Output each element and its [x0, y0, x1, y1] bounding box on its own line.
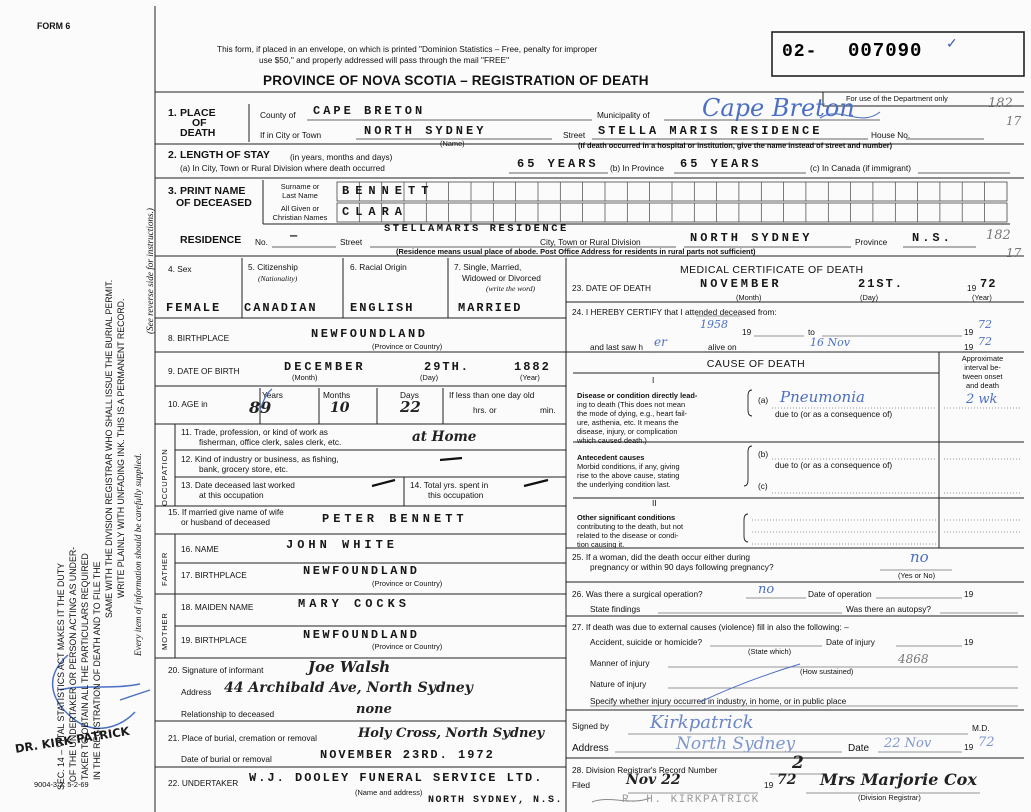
form-code: 9004-3.2: 5-2-69	[34, 780, 89, 789]
sex-label: 4. Sex	[168, 264, 192, 274]
surname-value: BENNETT	[342, 184, 435, 198]
how-sustained-sublabel: (How sustained)	[800, 667, 854, 676]
place-label-1: PLACE	[180, 107, 216, 119]
undertaker-sublabel: (Name and address)	[355, 788, 423, 797]
dob-month-sublabel: (Month)	[292, 373, 318, 382]
occupation-14-label-1: 14. Total yrs. spent in	[410, 480, 489, 490]
alive-on-value: 16 Nov	[810, 336, 850, 349]
marital-label-2: Widowed or Divorced	[462, 273, 541, 283]
header-note-2: use $50," and properly addressed will pass through the mail "FREE"	[259, 55, 510, 65]
q26-label: 26. Was there a surgical operation?	[572, 589, 703, 599]
residence-no-label: No.	[255, 237, 268, 247]
form-title: PROVINCE OF NOVA SCOTIA – REGISTRATION OF DEATH	[263, 73, 649, 88]
immediate-cause-label-5: disease, injury, or complication	[577, 427, 678, 436]
length-of-stay-label: LENGTH OF STAY	[180, 149, 270, 161]
dob-day-sublabel: (Day)	[420, 373, 439, 382]
father-side-label: FATHER	[160, 551, 169, 586]
age-months-label: Months	[323, 390, 351, 400]
citizenship-value: CANADIAN	[244, 301, 318, 315]
relationship-label: Relationship to deceased	[181, 709, 275, 719]
nature-of-injury-label: Nature of injury	[590, 679, 647, 689]
attended-to-year: 72	[978, 318, 992, 331]
undertaker-value-2: NORTH SYDNEY, N.S.	[428, 795, 564, 806]
date-of-death-year-prefix: 19	[967, 283, 977, 293]
registrar-record-value: 2	[792, 753, 804, 773]
division-registrar-sublabel: (Division Registrar)	[858, 793, 921, 802]
approx-interval-3: tween onset	[962, 372, 1003, 381]
certify-label: 24. I HEREBY CERTIFY that I attended deceased from:	[572, 307, 777, 317]
stay-province-value: 65 YEARS	[680, 157, 762, 171]
margin-number-182-res: 182	[986, 228, 1011, 243]
due-to-label-2: due to (or as a consequence of)	[775, 460, 893, 470]
residence-province-value: N.S.	[912, 231, 953, 245]
age-label: 10. AGE in	[168, 399, 208, 409]
undertaker-label: 22. UNDERTAKER	[168, 778, 239, 788]
cause-a-label: (a)	[758, 395, 769, 405]
alive-on-19: 19	[964, 342, 974, 352]
age-years-value: 89	[249, 398, 272, 417]
cause-c-label: (c)	[758, 481, 768, 491]
registrar-record-label: 28. Division Registrar's Record Number	[572, 765, 718, 775]
mother-maiden-label: 18. MAIDEN NAME	[181, 602, 254, 612]
residence-no-value: —	[290, 229, 301, 243]
accident-label: Accident, suicide or homicide?	[590, 637, 703, 647]
specify-injury-label: Specify whether injury occurred in industry, in home, or in public place	[590, 696, 847, 706]
burial-date-label: Date of burial or removal	[181, 754, 272, 764]
autopsy-label: Was there an autopsy?	[846, 604, 932, 614]
occupation-13-label-1: 13. Date deceased last worked	[181, 480, 295, 490]
spouse-value: PETER BENNETT	[322, 512, 468, 526]
length-of-stay-note: (in years, months and days)	[290, 152, 393, 162]
item-3-num: 3.	[168, 185, 177, 197]
dod-year-sublabel: (Year)	[972, 293, 992, 302]
side-instruction-6: WRITE PLAINLY WITH UNFADING INK. THIS IS A PERMANENT RECORD.	[116, 298, 126, 598]
father-name-value: JOHN WHITE	[286, 538, 399, 552]
side-instruction-4: IN THE REGISTRATION OF DEATH AND TO FILE THE	[92, 561, 102, 780]
state-which-sublabel: (State which)	[748, 647, 792, 656]
filed-19: 19	[764, 780, 774, 790]
age-min-label: min.	[540, 405, 556, 415]
md-label: M.D.	[972, 723, 990, 733]
q25-label-1: 25. If a woman, did the death occur either during	[572, 552, 751, 562]
given-names-value: CLARA	[342, 205, 409, 219]
physician-address-value: North Sydney	[676, 734, 796, 754]
margin-stamp: R. H. KIRKPATRICK	[622, 794, 760, 806]
place-label-2: OF	[192, 117, 207, 129]
residence-city-label: City, Town or Rural Division	[540, 237, 641, 247]
street-label: Street	[563, 130, 586, 140]
due-to-label-1: due to (or as a consequence of)	[775, 409, 893, 419]
stay-city-label: (a) In City, Town or Rural Division where death occurred	[180, 163, 385, 173]
age-hrs-label: hrs. or	[473, 405, 497, 415]
cause-of-death-title: CAUSE OF DEATH	[706, 358, 806, 370]
immediate-cause-label-2: ing to death (This does not mean	[577, 400, 686, 409]
date-of-death-day: 21ST.	[858, 277, 905, 291]
county-value: CAPE BRETON	[313, 104, 426, 118]
sex-value: FEMALE	[166, 301, 222, 315]
burial-place-value: Holy Cross, North Sydney	[358, 726, 545, 741]
q25-value: no	[910, 548, 929, 566]
occupation-11-value: at Home	[412, 429, 477, 445]
informant-address-label: Address	[181, 687, 212, 697]
margin-number-182-top: 182	[988, 96, 1013, 111]
mother-birthplace-value: NEWFOUNDLAND	[303, 628, 420, 642]
informant-signature-value: Joe Walsh	[308, 658, 391, 676]
racial-origin-value: ENGLISH	[350, 301, 415, 315]
print-name-label-1: PRINT NAME	[180, 185, 246, 197]
undertaker-value: W.J. DOOLEY FUNERAL SERVICE LTD.	[249, 771, 544, 785]
age-days-label: Days	[400, 390, 419, 400]
certificate-number-prefix: 02-	[782, 42, 818, 62]
marital-label-3: (write the word)	[486, 284, 536, 293]
informant-address-value: 44 Archibald Ave, North Sydney	[224, 680, 473, 696]
attended-to-label: to	[808, 327, 815, 337]
burial-date-value: NOVEMBER 23RD. 1972	[320, 748, 495, 762]
birthplace-value: NEWFOUNDLAND	[311, 327, 428, 341]
bottom-left-signature: DR. KIRK PATRICK	[14, 723, 131, 756]
antecedent-label-1: Antecedent causes	[577, 453, 645, 462]
approx-interval-2: interval be-	[964, 363, 1001, 372]
physician-address-label: Address	[572, 743, 609, 754]
marital-label-1: 7. Single, Married,	[454, 262, 522, 272]
state-findings-label: State findings	[590, 604, 641, 614]
form-label: FORM 6	[37, 21, 71, 31]
dob-year-sublabel: (Year)	[520, 373, 540, 382]
margin-number-17-top: 17	[1006, 114, 1022, 128]
age-months-value: 10	[330, 400, 350, 416]
date-of-death-month: NOVEMBER	[700, 277, 782, 291]
age-days-value: 22	[400, 398, 421, 416]
immediate-cause-label-4: ure, asthenia, etc. It means the	[577, 418, 679, 427]
municipality-value: Cape Breton	[702, 94, 855, 122]
injury-date-19: 19	[964, 637, 974, 647]
margin-number-4868: 4868	[898, 652, 929, 666]
other-conditions-label-3: related to the disease or condi-	[577, 531, 679, 540]
relationship-value: none	[356, 702, 392, 717]
side-instruction-careful: Every item of information should be carefully supplied.	[133, 453, 143, 656]
q27-label: 27. If death was due to external causes (violence) fill in also the following: –	[572, 622, 849, 632]
hospital-note: (If death occurred in a hospital or institution, give the name instead of street and number)	[578, 141, 893, 150]
other-conditions-label-4: tion causing it.	[577, 540, 625, 549]
dob-year: 1882	[514, 360, 551, 374]
occupation-12-label-1: 12. Kind of industry or business, as fishing,	[181, 454, 339, 464]
father-birthplace-label: 17. BIRTHPLACE	[181, 570, 247, 580]
injury-date-label: Date of injury	[826, 637, 875, 647]
department-use-label: For use of the Department only	[846, 94, 948, 103]
occupation-11-label-2: fisherman, office clerk, sales clerk, etc.	[199, 437, 342, 447]
side-instruction-3: TAKER TO OBTAIN ALL THE PARTICULARS REQUIRED	[80, 553, 90, 780]
q25-yes-no-sublabel: (Yes or No)	[898, 571, 936, 580]
racial-origin-label: 6. Racial Origin	[350, 262, 407, 272]
physician-date-year: 72	[978, 735, 995, 750]
print-name-label-2: OF DECEASED	[176, 197, 252, 209]
residence-label: RESIDENCE	[180, 234, 242, 246]
place-label-3: DEATH	[180, 127, 216, 139]
city-name-sublabel: (Name)	[440, 139, 465, 148]
immediate-cause-label-3: the mode of dying, e.g., heart fail-	[577, 409, 688, 418]
surname-label-1: Surname or	[280, 182, 320, 191]
side-instruction-2: OF THE UNDERTAKER OR PERSON ACTING AS UNDER-	[68, 546, 78, 782]
residence-street-value: STELLAMARIS RESIDENCE	[384, 223, 569, 235]
last-saw-label: and last saw h	[590, 342, 644, 352]
division-registrar-signature: Mrs Marjorie Cox	[820, 770, 977, 789]
father-birthplace-sublabel: (Province or Country)	[372, 579, 443, 588]
signed-by-value: Kirkpatrick	[650, 712, 754, 733]
physician-date-19: 19	[964, 742, 974, 752]
filed-label: Filed	[572, 780, 590, 790]
street-value: STELLA MARIS RESIDENCE	[598, 124, 823, 138]
birthplace-label: 8. BIRTHPLACE	[168, 333, 230, 343]
dob-label: 9. DATE OF BIRTH	[168, 366, 240, 376]
stay-city-value: 65 YEARS	[517, 157, 599, 171]
dod-day-sublabel: (Day)	[860, 293, 879, 302]
residence-city-value: NORTH SYDNEY	[690, 231, 813, 245]
county-label: County of	[260, 110, 296, 120]
attended-from-19: 19	[742, 327, 752, 337]
immediate-cause-label-6: which caused death.)	[577, 436, 647, 445]
occupation-12-label-2: bank, grocery store, etc.	[199, 464, 289, 474]
cause-a-value: Pneumonia	[780, 388, 865, 406]
other-conditions-label-2: contributing to the death, but not	[577, 522, 684, 531]
surname-label-2: Last Name	[282, 191, 318, 200]
filed-year: 72	[777, 772, 797, 788]
signed-by-label: Signed by	[572, 721, 609, 731]
given-label-2: Christian Names	[272, 213, 328, 222]
mother-birthplace-label: 19. BIRTHPLACE	[181, 635, 247, 645]
margin-number-17-res: 17	[1006, 246, 1022, 260]
check-mark: ✓	[946, 37, 958, 52]
residence-street-label: Street	[340, 237, 363, 247]
cause-a-interval: 2 wk	[966, 392, 998, 407]
dod-month-sublabel: (Month)	[736, 293, 762, 302]
burial-place-label: 21. Place of burial, cremation or removal	[168, 733, 317, 743]
q26-value: no	[758, 582, 775, 597]
father-birthplace-value: NEWFOUNDLAND	[303, 564, 420, 578]
physician-date-value: 22 Nov	[884, 736, 932, 751]
mother-side-label: MOTHER	[160, 612, 169, 650]
cause-part-1: I	[652, 375, 655, 385]
dob-month: DECEMBER	[284, 360, 366, 374]
mother-maiden-value: MARY COCKS	[298, 597, 411, 611]
last-saw-value: er	[654, 335, 667, 349]
item-1-num: 1.	[168, 107, 177, 119]
antecedent-label-4: the underlying condition last.	[577, 480, 671, 489]
dob-day: 29TH.	[424, 360, 471, 374]
spouse-label-1: 15. If married give name of wife	[168, 507, 284, 517]
city-value: NORTH SYDNEY	[364, 124, 487, 138]
attended-from-value: 1958	[700, 318, 728, 331]
citizenship-label: 5. Citizenship	[248, 262, 298, 272]
antecedent-label-3: rise to the above cause, stating	[577, 471, 680, 480]
antecedent-label-2: Morbid conditions, if any, giving	[577, 462, 680, 471]
cause-part-2: II	[652, 498, 657, 508]
age-years-label: Years	[262, 390, 283, 400]
attended-to-19: 19	[964, 327, 974, 337]
stay-canada-label: (c) In Canada (if immigrant)	[810, 163, 911, 173]
approx-interval-4: and death	[966, 381, 999, 390]
birthplace-sublabel: (Province or Country)	[372, 342, 443, 351]
spouse-label-2: or husband of deceased	[181, 517, 271, 527]
occupation-11-label-1: 11. Trade, profession, or kind of work as	[181, 427, 328, 437]
informant-signature-label: 20. Signature of informant	[168, 665, 264, 675]
certificate-number: 007090	[848, 40, 923, 62]
manner-of-injury-label: Manner of injury	[590, 658, 650, 668]
residence-note: (Residence means usual place of abode. Post Office Address for residents in rural parts not sufficient)	[396, 247, 756, 256]
medical-certificate-title: MEDICAL CERTIFICATE OF DEATH	[680, 264, 864, 276]
q25-label-2: pregnancy or within 90 days following pregnancy?	[590, 562, 774, 572]
residence-province-label: Province	[855, 237, 888, 247]
operation-date-label: Date of operation	[808, 589, 872, 599]
father-name-label: 16. NAME	[181, 544, 219, 554]
item-2-num: 2.	[168, 149, 177, 161]
side-instruction-1: SEC. 14 – VITAL STATISTICS ACT MAKES IT THE DUTY	[56, 563, 66, 790]
given-label-1: All Given or	[280, 204, 320, 213]
city-label: If in City or Town	[260, 130, 322, 140]
alive-on-year: 72	[978, 335, 992, 348]
side-instruction-5: SAME WITH THE DIVISION REGISTRAR WHO SHALL ISSUE THE BURIAL PERMIT.	[104, 279, 114, 618]
municipality-label: Municipality of	[597, 110, 650, 120]
house-label: House No.	[871, 130, 911, 140]
immediate-cause-label-1: Disease or condition directly lead-	[577, 391, 698, 400]
side-instruction-reverse: (See reverse side for instructions.)	[145, 208, 155, 334]
mother-birthplace-sublabel: (Province or Country)	[372, 642, 443, 651]
alive-on-label: alive on	[708, 342, 737, 352]
occupation-14-label-2: this occupation	[428, 490, 484, 500]
filed-value: Nov 22	[626, 772, 681, 788]
age-less-day-label: If less than one day old	[449, 390, 535, 400]
header-note-1: This form, if placed in an envelope, on which is printed "Dominion Statistics – Free, penalty for improper	[217, 44, 598, 54]
stay-province-label: (b) In Province	[610, 163, 664, 173]
occupation-side-label: OCCUPATION	[160, 448, 169, 506]
date-of-death-label: 23. DATE OF DEATH	[572, 283, 651, 293]
cause-b-label: (b)	[758, 449, 769, 459]
physician-date-label: Date	[848, 743, 870, 754]
other-conditions-label-1: Other significant conditions	[577, 513, 676, 522]
citizenship-sublabel: (Nationality)	[258, 274, 298, 283]
date-of-death-year: 72	[980, 277, 997, 291]
marital-value: MARRIED	[458, 301, 523, 315]
occupation-13-label-2: at this occupation	[199, 490, 264, 500]
approx-interval-1: Approximate	[961, 354, 1004, 363]
operation-date-19: 19	[964, 589, 974, 599]
